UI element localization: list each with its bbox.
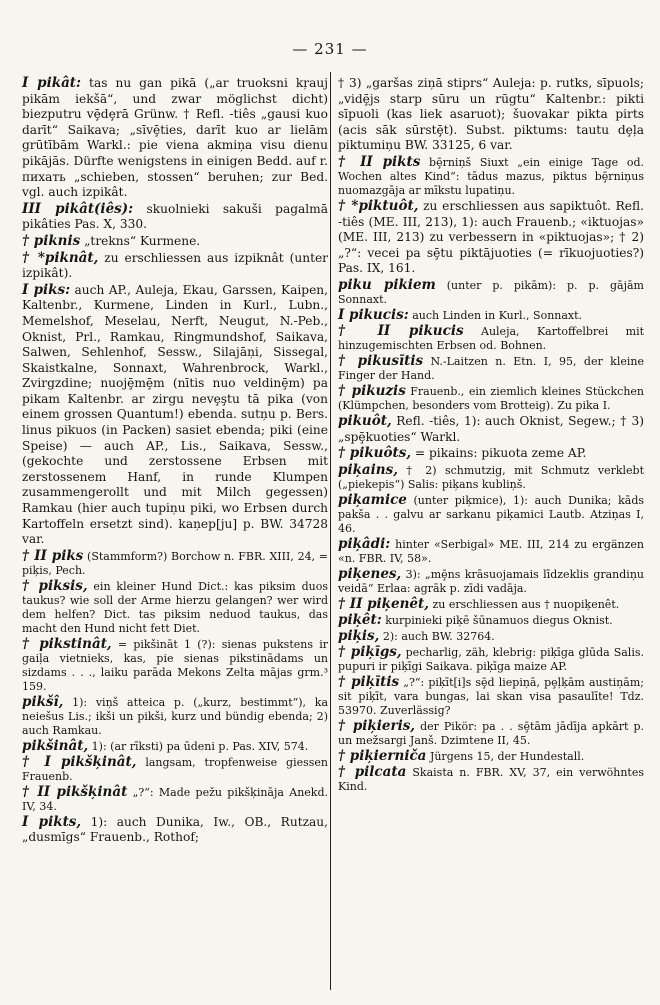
dictionary-entry xyxy=(338,324,644,353)
dictionary-entry xyxy=(338,567,644,596)
entry-text: „?“: Made pežu pikšķināja Anekd. IV, 34. xyxy=(22,785,328,813)
entry-text: der Pikör: pa . . sȩ̄tām jādīja apkārt p. un mežsargi Janš. Dzimtene II, 45. xyxy=(338,719,644,747)
entry-headword: piķêt: xyxy=(338,611,382,628)
dictionary-entry xyxy=(338,493,644,536)
column-divider xyxy=(330,72,331,990)
entry-headword: † piķieris, xyxy=(338,717,416,734)
entry-text: 1): (ar rīksti) pa ūdeni p. Pas. XIV, 574. xyxy=(91,739,309,753)
entry-headword: † piķītis xyxy=(338,673,400,690)
entry-text: (unter p. pikām): p. p. gājām Sonnaxt. xyxy=(338,278,644,306)
entry-text: skuolnieki sakuši pagalmā pikâties Pas. X, 330. xyxy=(22,201,328,232)
dictionary-entry xyxy=(22,785,328,814)
right-column xyxy=(338,76,644,795)
dictionary-entry xyxy=(22,815,328,846)
entry-text: auch AP., Auleja, Ekau, Garssen, Kaipen, Kaltenbr., Kurmene, Linden in Kurl., Lubn., Memelshof, Meselau, Nerft, Neugut, N.-Peb., Oknist, Prl., Ramkau, Ringmundshof, Saikava, Salwen, Sehlenhof, Sessw., Silajāņi, Sissegal, Skaistkalne, Sonnaxt, Wahrenbrock, Warkl., Zvirgzdine; nuojȩ̄mȩ̄m (nītis nuo veldinȩ̄m) pa pikam Kaltenbr. ar zirgu nevȩştu tā pika (von einem grossen Quantum!) ebenda. sutņu p. Bers. linus pikuos (in Packen) sasiet ebenda; piki (eine Speise) — auch AP., Lis., Saikava, Sessw., (gekochte und zerstossene Erbsen mit zerstossenem Hanf, in runde Klumpen zusammengerollt und mit Milch gegessen) Ramkau (hier auch tupiņu piki, wo Erbsen durch Kartoffeln ersetzt sind). kaņep[ju] p. BW. 34728 var. xyxy=(22,282,329,547)
entry-text: bȩ̄rniņš Siuxt „ein einige Tage od. Wochen altes Kind“: tādus mazus, piktus bȩ̄rniņus nuomazgāja ar mīkstu lupatiņu. xyxy=(338,155,644,197)
entry-text: ein kleiner Hund Dict.: kas piksim duos taukus? wie soll der Arme hierzu gelangen? wer wird dem helfen? Dict. tas piksim neduod taukus, das macht den Hund nicht fett Diet. xyxy=(22,579,328,635)
entry-text: = pikains: pikuota zeme AP. xyxy=(414,446,587,461)
entry-text: = pikšināt 1 (?): sienas pukstens ir gaiļa vietnieks, kas, pie sienas pikstinādams un sizdams . . ., laiku parāda Mekons Zelta mājas grm.³ 159. xyxy=(22,637,329,693)
entry-headword: † I pikšķinât, xyxy=(22,753,137,770)
dictionary-entry xyxy=(22,739,328,754)
entry-headword: piķis, xyxy=(338,627,380,644)
entry-headword: † II piks xyxy=(22,547,84,564)
entry-headword: † pikuzis xyxy=(338,382,406,399)
entry-headword: piķains, xyxy=(338,461,398,478)
dictionary-entry xyxy=(22,202,328,233)
dictionary-entry xyxy=(22,579,328,636)
entry-headword: pikšinât, xyxy=(22,737,89,754)
entry-headword: I piks: xyxy=(22,281,71,298)
left-column xyxy=(22,76,328,847)
dictionary-entry xyxy=(338,155,644,198)
entry-headword: piķâdi: xyxy=(338,535,391,552)
entry-headword: piķamice xyxy=(338,491,407,508)
entry-headword: † pikusītis xyxy=(338,352,424,369)
entry-text: Jürgens 15, der Hundestall. xyxy=(429,749,585,763)
entry-text: Auleja, Kartoffelbrei mit hinzugemischten Erbsen od. Bohnen. xyxy=(338,324,645,352)
dictionary-entry xyxy=(338,446,644,462)
entry-text: zu erschliessen aus † nuopiķenêt. xyxy=(432,597,620,611)
entry-headword: pikšî, xyxy=(22,693,64,710)
dictionary-entry xyxy=(338,629,644,644)
entry-text: (unter piķmice), 1): auch Dunika; kāds pakša . . galvu ar sarkanu piķamici Lautb. Atziņas I, 46. xyxy=(338,493,645,535)
dictionary-entry xyxy=(338,278,644,307)
dictionary-entry xyxy=(338,414,644,445)
entry-text: hinter «Serbigal» ME. III, 214 zu ergänzen «n. FBR. IV, 58». xyxy=(338,537,644,565)
entry-text: pecharlig, zäh, klebrig: piķīga glūda Salis. pupuri ir piķīgi Saikava. piķīga maize AP. xyxy=(338,645,644,673)
entry-text: Refl. -tiês, 1): auch Oknist, Segew.; † 3) „spȩ̄kuoties“ Warkl. xyxy=(338,413,645,444)
entry-headword: † pilcata xyxy=(338,763,407,780)
entry-text: 1): viņš atteica p. („kurz, bestimmt“), ka neiešus Lis.; ikši un pikši, kurz und bündig ebenda; 2) auch Ramkau. xyxy=(22,695,329,737)
entry-headword: III pikât(iês): xyxy=(22,200,134,217)
entry-text: auch Linden in Kurl., Sonnaxt. xyxy=(412,308,583,322)
entry-text: † 2) schmutzig, mit Schmutz verklebt („piekepis“) Salis: piķans kubliņš. xyxy=(338,463,645,491)
entry-text: zu erschliessen aus sapiktuôt. Refl. -tiês (ME. III, 213), 1): auch Frauenb.; «iktuojas» (ME. III, 213) zu verbessern in «piktuojas»; † 2) „?“: vecei pa sȩ̄tu piktājuoties (= rīkuojuoties?) Pas. IX, 161. xyxy=(338,198,645,276)
entry-headword: † piķīgs, xyxy=(338,643,402,660)
dictionary-entry xyxy=(338,719,644,748)
entry-headword: I pikts, xyxy=(22,813,82,830)
entry-text: Frauenb., ein ziemlich kleines Stückchen (Klümpchen, besonders vom Brotteig). Zu pika I. xyxy=(338,384,644,412)
entry-headword: † *piktuôt, xyxy=(338,197,419,214)
entry-headword: piku pikiem xyxy=(338,276,436,293)
entry-headword: † II pikucis xyxy=(338,322,464,339)
dictionary-entry xyxy=(338,537,644,566)
dictionary-entry xyxy=(22,76,328,201)
dictionary-entry xyxy=(338,76,644,154)
dictionary-entry xyxy=(338,308,644,323)
entry-text: 2): auch BW. 32764. xyxy=(382,629,495,643)
dictionary-entry xyxy=(338,749,644,764)
entry-headword: I pikucis: xyxy=(338,306,409,323)
entry-headword: † II piķenêt, xyxy=(338,595,429,612)
entry-text: zu erschliessen aus izpiknât (unter izpikât). xyxy=(22,250,329,281)
dictionary-entry xyxy=(338,613,644,628)
entry-headword: pikuôt, xyxy=(338,412,392,429)
entry-headword: piķenes, xyxy=(338,565,402,582)
dictionary-entry xyxy=(22,234,328,250)
entry-headword: † pikuôts, xyxy=(338,445,412,462)
dictionary-entry xyxy=(22,549,328,578)
entry-text: (Stammform?) Borchow n. FBR. XIII, 24, = piķis, Pech. xyxy=(22,549,328,577)
entry-headword: † *piknât, xyxy=(22,249,99,266)
entry-text: „?“: piķīt[i]s sȩ̄d liepiņā, pȩļķām austiņām; sit piķīt, vara bungas, lai skan visa pasaulīte! Tdz. 53970. Zuverlässig? xyxy=(338,675,644,717)
entry-headword: † piksis, xyxy=(22,577,88,594)
dictionary-entry xyxy=(338,384,644,413)
entry-text: 1): auch Dunika, Iw., OB., Rutzau, „dusmīgs“ Frauenb., Rothof; xyxy=(22,814,329,845)
entry-text: tas nu gan pikā („ar truoksni kŗauj pikām iekšā“, und zwar möglichst dicht) biezputru vȩ̄dȩrā Grünw. † Refl. -tiês „gausi kuo darīt“ Saikava; „sīvȩ̄ties, darīt kuo ar lielām grūtībām Warkl.: pie viena akmiņa visu dienu pikājās. Dürfte wenigstens in einigen Bedd. auf r. пихать „schieben, stossen“ beruhen; zur Bed. vgl. auch izpikât. xyxy=(22,76,329,200)
page-number: — 231 — xyxy=(292,40,368,58)
dictionary-entry xyxy=(22,637,328,694)
dictionary-entry xyxy=(338,463,644,492)
entry-text: † 3) „garšas ziņā stiprs“ Auleja: p. rutks, sīpuols; „vidȩ̄js starp sūru un rūgtu“ Kaltenbr.: pikti sīpuoli (kas liek asaruot); šuovakar pikta pirts (acis sāk sūrstȩ̄t). Subst. piktums: tautu dȩļa piktumiņu BW. 33125, 6 var. xyxy=(338,76,644,153)
entry-headword: † II pikšķinât xyxy=(22,783,128,800)
dictionary-entry xyxy=(338,645,644,674)
entry-text: „trekns“ Kurmene. xyxy=(84,233,201,248)
dictionary-entry xyxy=(22,755,328,784)
dictionary-entry xyxy=(22,695,328,738)
entry-headword: I pikât: xyxy=(22,75,82,91)
entry-text: N.-Laitzen n. Etn. I, 95, der kleine Finger der Hand. xyxy=(338,354,644,382)
entry-headword: † pikstinât, xyxy=(22,635,112,652)
entry-headword: † II pikts xyxy=(338,153,421,170)
entry-headword: † piķierniča xyxy=(338,747,427,764)
dictionary-entry xyxy=(338,765,644,794)
dictionary-entry xyxy=(338,675,644,718)
dictionary-entry xyxy=(22,283,328,548)
entry-headword: † piknis xyxy=(22,232,81,249)
entry-text: 3): „mȩ̄ns krāsuojamais līdzeklis grandiņu veidā“ Erlaa: agrāk p. zīdi vadāja. xyxy=(338,567,644,595)
dictionary-entry xyxy=(338,199,644,277)
dictionary-entry xyxy=(338,597,644,612)
entry-text: langsam, tropfenweise giessen Frauenb. xyxy=(22,755,329,783)
entry-text: kurpinieki piķē šūnamuos diegus Oknist. xyxy=(385,613,613,627)
dictionary-entry xyxy=(22,251,328,282)
dictionary-entry xyxy=(338,354,644,383)
entry-text: Skaista n. FBR. XV, 37, ein verwöhntes Kind. xyxy=(338,765,644,793)
